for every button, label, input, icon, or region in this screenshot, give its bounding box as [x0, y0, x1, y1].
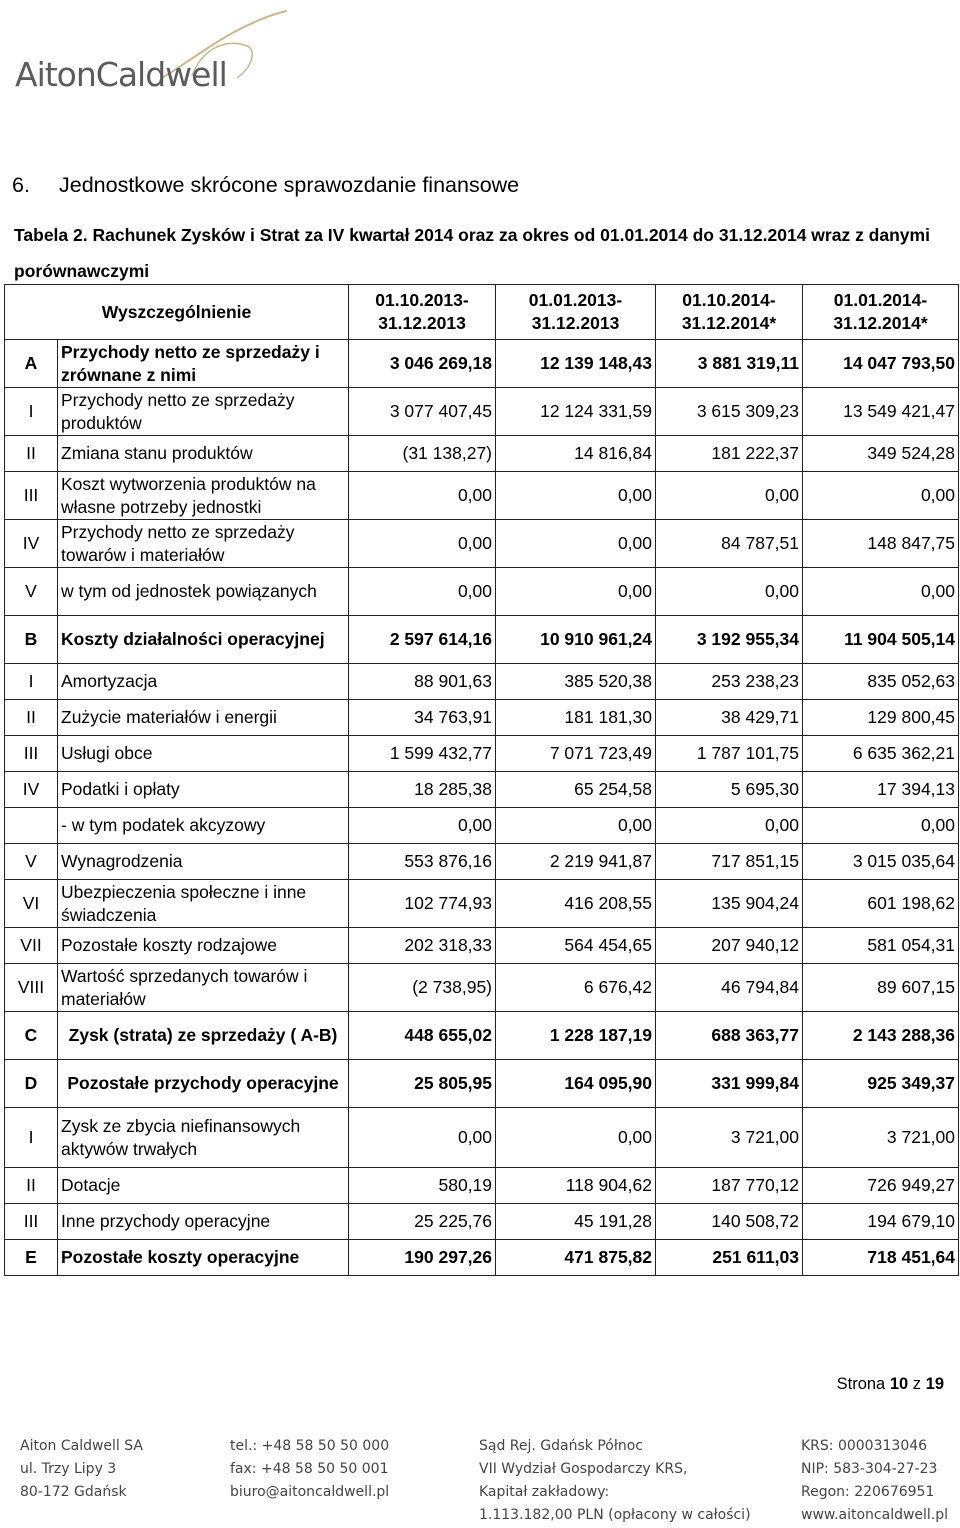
table-row: [5, 1012, 959, 1060]
row-value: 717 851,15: [656, 844, 803, 880]
row-value: 181 222,37: [656, 436, 803, 472]
footer-line: Regon: 220676951: [801, 1484, 935, 1500]
table-row: [5, 880, 959, 928]
page-separator: z: [912, 1375, 922, 1393]
row-value: 3 046 269,18: [349, 340, 496, 388]
row-label: Zysk ze zbycia niefinansowych aktywów trwałych: [58, 1108, 349, 1168]
row-value: 0,00: [349, 520, 496, 568]
row-value: 0,00: [656, 568, 803, 616]
row-value: 0,00: [496, 1108, 656, 1168]
table-row: [5, 1204, 959, 1240]
row-value: 164 095,90: [496, 1060, 656, 1108]
row-code: VI: [5, 880, 58, 928]
row-value: 0,00: [349, 1108, 496, 1168]
row-code: VII: [5, 928, 58, 964]
row-value: 148 847,75: [803, 520, 959, 568]
row-value: 1 228 187,19: [496, 1012, 656, 1060]
row-value: 181 181,30: [496, 700, 656, 736]
row-code: A: [5, 340, 58, 388]
row-value: 3 721,00: [656, 1108, 803, 1168]
row-value: 88 901,63: [349, 664, 496, 700]
row-value: 416 208,55: [496, 880, 656, 928]
row-value: 135 904,24: [656, 880, 803, 928]
row-label: Zmiana stanu produktów: [58, 436, 349, 472]
row-value: 89 607,15: [803, 964, 959, 1012]
row-value: 190 297,26: [349, 1240, 496, 1276]
row-code: C: [5, 1012, 58, 1060]
row-value: 835 052,63: [803, 664, 959, 700]
row-value: 10 910 961,24: [496, 616, 656, 664]
row-label: Przychody netto ze sprzedaży i zrównane z nimi: [58, 340, 349, 388]
row-value: 187 770,12: [656, 1168, 803, 1204]
row-value: 471 875,82: [496, 1240, 656, 1276]
row-label: Usługi obce: [58, 736, 349, 772]
row-label: Wynagrodzenia: [58, 844, 349, 880]
row-value: 102 774,93: [349, 880, 496, 928]
row-code: III: [5, 472, 58, 520]
header-description: Wyszczególnienie: [5, 285, 349, 340]
table-row: [5, 772, 959, 808]
row-value: 251 611,03: [656, 1240, 803, 1276]
row-code: D: [5, 1060, 58, 1108]
row-value: 12 124 331,59: [496, 388, 656, 436]
row-value: 2 143 288,36: [803, 1012, 959, 1060]
row-value: 448 655,02: [349, 1012, 496, 1060]
table-row: [5, 436, 959, 472]
row-value: 0,00: [803, 568, 959, 616]
row-value: 0,00: [656, 472, 803, 520]
row-value: 0,00: [349, 568, 496, 616]
table-row: [5, 700, 959, 736]
table-row: [5, 964, 959, 1012]
row-label: Zużycie materiałów i energii: [58, 700, 349, 736]
row-value: 718 451,64: [803, 1240, 959, 1276]
table-row: [5, 1060, 959, 1108]
row-value: 0,00: [496, 808, 656, 844]
row-value: 253 238,23: [656, 664, 803, 700]
row-code: V: [5, 844, 58, 880]
row-label: Pozostałe koszty operacyjne: [58, 1240, 349, 1276]
header-period: 01.01.2013-31.12.2013: [496, 285, 656, 340]
row-value: 202 318,33: [349, 928, 496, 964]
company-logo: [12, 8, 302, 98]
row-value: 385 520,38: [496, 664, 656, 700]
row-value: 3 192 955,34: [656, 616, 803, 664]
row-code: E: [5, 1240, 58, 1276]
footer-email-link[interactable]: biuro@aitoncaldwell.pl: [230, 1484, 390, 1500]
table-row: [5, 568, 959, 616]
row-value: 11 904 505,14: [803, 616, 959, 664]
footer-line: NIP: 583-304-27-23: [801, 1461, 938, 1477]
row-value: 84 787,51: [656, 520, 803, 568]
row-value: 0,00: [496, 520, 656, 568]
header-period: 01.10.2014-31.12.2014*: [656, 285, 803, 340]
row-value: 0,00: [496, 568, 656, 616]
row-label: Ubezpieczenia społeczne i inne świadczenia: [58, 880, 349, 928]
row-code: IV: [5, 772, 58, 808]
page-current: 10: [889, 1375, 909, 1393]
row-value: 601 198,62: [803, 880, 959, 928]
row-label: Koszt wytworzenia produktów na własne potrzeby jednostki: [58, 472, 349, 520]
footer-line: 80-172 Gdańsk: [20, 1484, 127, 1500]
row-value: 1 599 432,77: [349, 736, 496, 772]
row-code: II: [5, 1168, 58, 1204]
row-value: 0,00: [803, 808, 959, 844]
row-value: 129 800,45: [803, 700, 959, 736]
row-value: 726 949,27: [803, 1168, 959, 1204]
row-value: 925 349,37: [803, 1060, 959, 1108]
row-label: - w tym podatek akcyzowy: [58, 808, 349, 844]
row-value: 6 635 362,21: [803, 736, 959, 772]
row-value: 0,00: [349, 472, 496, 520]
table-caption: Tabela 2. Rachunek Zysków i Strat za IV kwartał 2014 oraz za okres od 01.01.2014 do 31.12.2014 wraz z danymi porównawczymi: [14, 225, 930, 281]
footer-line: KRS: 0000313046: [801, 1438, 928, 1454]
row-value: 564 454,65: [496, 928, 656, 964]
row-code: VIII: [5, 964, 58, 1012]
table-row: [5, 520, 959, 568]
row-value: 349 524,28: [803, 436, 959, 472]
logo-wordmark: AitonCaldwell: [15, 55, 227, 94]
row-value: 6 676,42: [496, 964, 656, 1012]
row-value: 0,00: [803, 472, 959, 520]
row-label: w tym od jednostek powiązanych: [58, 568, 349, 616]
row-value: 2 597 614,16: [349, 616, 496, 664]
row-code: II: [5, 436, 58, 472]
row-code: III: [5, 736, 58, 772]
row-value: 65 254,58: [496, 772, 656, 808]
row-value: 580,19: [349, 1168, 496, 1204]
header-period: 01.01.2014-31.12.2014*: [803, 285, 959, 340]
footer-line: ul. Trzy Lipy 3: [20, 1461, 117, 1477]
row-label: Przychody netto ze sprzedaży towarów i materiałów: [58, 520, 349, 568]
row-value: 12 139 148,43: [496, 340, 656, 388]
row-label: Dotacje: [58, 1168, 349, 1204]
row-label: Wartość sprzedanych towarów i materiałów: [58, 964, 349, 1012]
row-label: Koszty działalności operacyjnej: [58, 616, 349, 664]
row-value: 207 940,12: [656, 928, 803, 964]
table-row: [5, 388, 959, 436]
row-value: 688 363,77: [656, 1012, 803, 1060]
table-row: [5, 928, 959, 964]
row-value: (31 138,27): [349, 436, 496, 472]
income-statement-table: [4, 284, 959, 1276]
table-row: [5, 472, 959, 520]
row-value: 14 816,84: [496, 436, 656, 472]
row-value: 38 429,71: [656, 700, 803, 736]
row-label: Podatki i opłaty: [58, 772, 349, 808]
row-code: II: [5, 700, 58, 736]
row-code: I: [5, 664, 58, 700]
row-value: 1 787 101,75: [656, 736, 803, 772]
table-header-row: [5, 285, 959, 340]
section-number: 6.: [12, 173, 30, 197]
row-label: Inne przychody operacyjne: [58, 1204, 349, 1240]
footer-contact: [230, 1435, 389, 1504]
footer-line: 1.113.182,00 PLN (opłacony w całości): [479, 1507, 751, 1523]
row-value: 46 794,84: [656, 964, 803, 1012]
row-value: 0,00: [349, 808, 496, 844]
table-row: [5, 664, 959, 700]
table-row: [5, 1168, 959, 1204]
table-row: [5, 616, 959, 664]
row-value: 13 549 421,47: [803, 388, 959, 436]
table-row: [5, 340, 959, 388]
row-label: Pozostałe przychody operacyjne: [58, 1060, 349, 1108]
row-value: 194 679,10: [803, 1204, 959, 1240]
section-heading: [12, 173, 519, 198]
row-code: V: [5, 568, 58, 616]
section-title: Jednostkowe skrócone sprawozdanie finansowe: [59, 173, 520, 197]
row-value: 14 047 793,50: [803, 340, 959, 388]
row-label: Przychody netto ze sprzedaży produktów: [58, 388, 349, 436]
table-row: [5, 844, 959, 880]
footer-line: VII Wydział Gospodarczy KRS,: [479, 1461, 688, 1477]
row-value: 34 763,91: [349, 700, 496, 736]
row-code: III: [5, 1204, 58, 1240]
row-value: 553 876,16: [349, 844, 496, 880]
row-value: 17 394,13: [803, 772, 959, 808]
row-value: 5 695,30: [656, 772, 803, 808]
row-value: 0,00: [656, 808, 803, 844]
row-value: 118 904,62: [496, 1168, 656, 1204]
row-value: 140 508,72: [656, 1204, 803, 1240]
row-code: [5, 808, 58, 844]
footer-line: Kapitał zakładowy:: [479, 1484, 610, 1500]
row-value: 7 071 723,49: [496, 736, 656, 772]
footer-website-link[interactable]: www.aitoncaldwell.pl: [801, 1507, 949, 1523]
table-row: [5, 808, 959, 844]
page-number: [837, 1375, 944, 1394]
row-value: 3 721,00: [803, 1108, 959, 1168]
row-value: 0,00: [496, 472, 656, 520]
row-value: 45 191,28: [496, 1204, 656, 1240]
row-label: Pozostałe koszty rodzajowe: [58, 928, 349, 964]
footer-registry: [479, 1435, 751, 1527]
footer-line: fax: +48 58 50 50 001: [230, 1461, 389, 1477]
row-value: 3 077 407,45: [349, 388, 496, 436]
table-row: [5, 1108, 959, 1168]
row-value: 25 225,76: [349, 1204, 496, 1240]
header-period: 01.10.2013-31.12.2013: [349, 285, 496, 340]
footer-ids: [801, 1435, 948, 1527]
row-code: IV: [5, 520, 58, 568]
footer-line: Sąd Rej. Gdańsk Północ: [479, 1438, 643, 1454]
footer-line: Aiton Caldwell SA: [20, 1438, 143, 1454]
row-value: 581 054,31: [803, 928, 959, 964]
row-value: 18 285,38: [349, 772, 496, 808]
page-total: 19: [925, 1375, 944, 1393]
table-row: [5, 736, 959, 772]
row-value: 331 999,84: [656, 1060, 803, 1108]
row-label: Amortyzacja: [58, 664, 349, 700]
row-label: Zysk (strata) ze sprzedaży ( A-B): [58, 1012, 349, 1060]
row-value: 25 805,95: [349, 1060, 496, 1108]
footer-company: [20, 1435, 143, 1504]
row-value: (2 738,95): [349, 964, 496, 1012]
row-code: I: [5, 1108, 58, 1168]
table-row: [5, 1240, 959, 1276]
footer-line: tel.: +48 58 50 50 000: [230, 1438, 390, 1454]
row-code: I: [5, 388, 58, 436]
row-value: 2 219 941,87: [496, 844, 656, 880]
page-prefix: Strona: [836, 1375, 886, 1393]
row-value: 3 881 319,11: [656, 340, 803, 388]
row-code: B: [5, 616, 58, 664]
row-value: 3 015 035,64: [803, 844, 959, 880]
row-value: 3 615 309,23: [656, 388, 803, 436]
